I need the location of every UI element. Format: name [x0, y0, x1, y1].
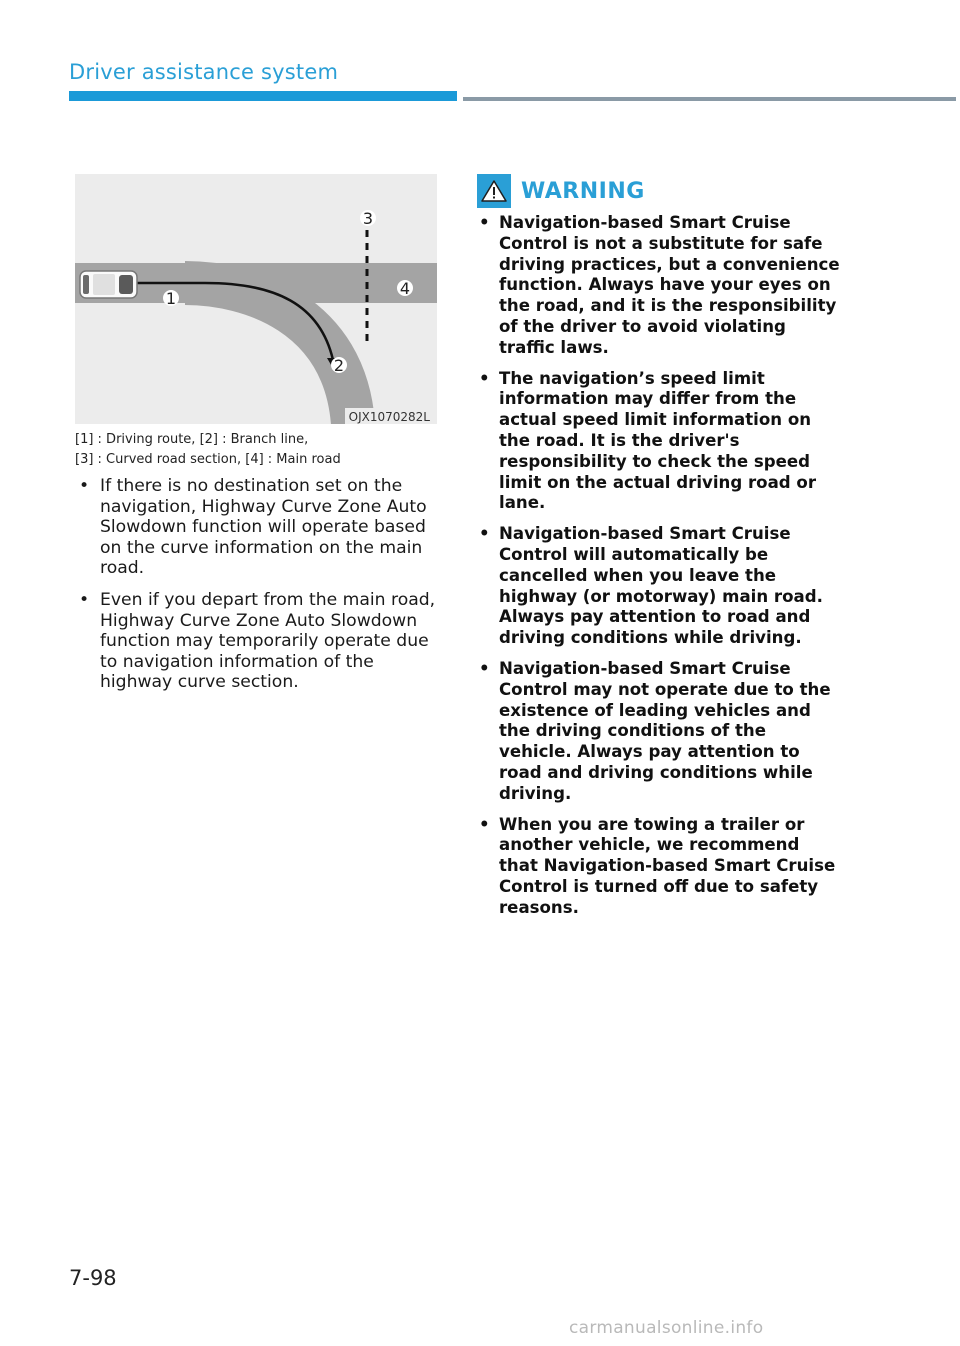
- list-item-text: Navigation-based Smart Cruise Control may not operate due to the existence of leading vehicles and the driving conditions of the vehicle. Always pay attention to road and driving conditions while driving.: [499, 658, 831, 803]
- list-item: [475, 659, 840, 805]
- list-item: [475, 815, 840, 919]
- bullet-icon: •: [79, 476, 90, 496]
- bullet-icon: •: [479, 213, 490, 232]
- warning-list: [475, 213, 840, 929]
- warning-title: WARNING: [521, 178, 645, 204]
- list-item: [475, 213, 840, 359]
- road-diagram: [75, 174, 437, 424]
- figure-caption: [75, 430, 445, 470]
- caption-line-2: [3] : Curved road section, [4] : Main road: [75, 452, 341, 467]
- car-icon: [80, 271, 137, 298]
- bullet-icon: •: [479, 814, 490, 834]
- svg-text:4: 4: [399, 279, 411, 298]
- list-item-text: When you are towing a trailer or another vehicle, we recommend that Navigation-based Smart Cruise Control is turned off due to safety reasons.: [499, 814, 836, 917]
- header-accent-bar: [69, 91, 457, 101]
- list-item-text: Navigation-based Smart Cruise Control is not a substitute for safe driving practices, but a convenience function. Always have your eyes on the road, and it is the responsibility of the driver to avoid violating traffic laws.: [499, 213, 840, 357]
- section-title: Driver assistance system: [69, 60, 339, 84]
- warning-header: [477, 172, 645, 210]
- bullet-icon: •: [479, 524, 490, 544]
- list-item-text: Navigation-based Smart Cruise Control will automatically be cancelled when you leave the highway (or motorway) main road. Always pay attention to road and driving conditions while driving.: [499, 524, 823, 648]
- header-rule: [463, 97, 956, 101]
- list-item: [475, 524, 840, 649]
- page-number: 7-98: [69, 1266, 117, 1290]
- road-diagram-graphic: [75, 174, 437, 424]
- list-item-text: If there is no destination set on the navigation, Highway Curve Zone Auto Slowdown function will operate based on the curve information on the main road.: [100, 476, 427, 579]
- bullet-icon: •: [479, 368, 490, 388]
- bullet-icon: •: [479, 658, 490, 678]
- watermark: carmanualsonline.info: [569, 1318, 764, 1338]
- list-item: [475, 369, 840, 515]
- svg-text:2: 2: [333, 356, 345, 375]
- list-item-text: The navigation’s speed limit information may differ from the actual speed limit information on the road. It is the driver's responsibility to check the speed limit on the actual driving road or lane.: [499, 368, 817, 513]
- list-item-text: Even if you depart from the main road, Highway Curve Zone Auto Slowdown function may temporarily operate due to navigation information of the highway curve section.: [100, 589, 436, 693]
- caption-line-1: [1] : Driving route, [2] : Branch line,: [75, 432, 309, 447]
- warning-triangle-icon: [477, 174, 511, 208]
- list-item: [75, 476, 445, 579]
- list-item: [75, 590, 445, 693]
- svg-text:1: 1: [165, 289, 177, 308]
- info-bullet-list: [75, 476, 445, 704]
- svg-text:3: 3: [362, 209, 374, 228]
- bullet-icon: •: [79, 589, 90, 610]
- figure-code: OJX1070282L: [348, 410, 430, 424]
